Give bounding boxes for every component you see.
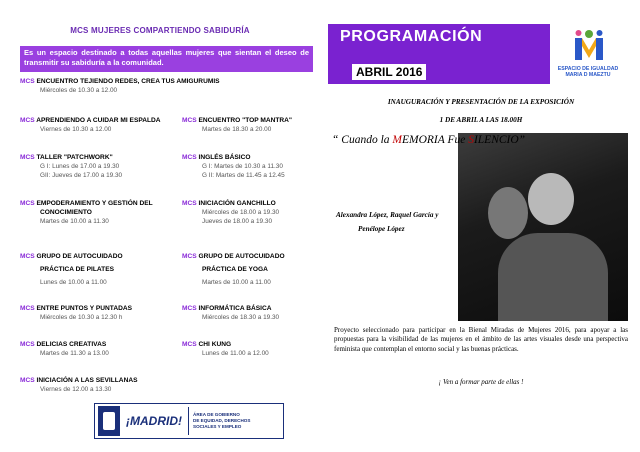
activity-delicias: MCS DELICIAS CREATIVAS Martes de 11.30 a 13.00: [20, 341, 109, 357]
madrid-area-text: ÁREA DE GOBIERNO DE EQUIDAD, DERECHOS SOCIALES Y EMPLEO: [193, 412, 251, 429]
logo-divider: [188, 407, 189, 435]
espacio-igualdad-logo: [550, 24, 626, 86]
section-intro-banner: Es un espacio destinado a todas aquellas mujeres que sientan el deseo de transmitir su sabiduría a la comunidad.: [20, 46, 313, 72]
activity-pilates: MCS GRUPO DE AUTOCUIDADO PRÁCTICA DE PILATES Lunes de 10.00 a 11.00: [20, 253, 123, 286]
project-description: Proyecto seleccionado para participar en la Bienal Miradas de Mujeres 2016, para apoyar a las propuestas para la visibilidad de las mujeres en el ámbito de las artes visuales desde una perspectiva feminista que contemplan el entorno social y las buenas prácticas.: [334, 326, 628, 353]
activity-sevillanas: MCS INICIACIÓN A LAS SEVILLANAS Viernes de 12.00 a 13.30: [20, 377, 138, 393]
program-month: ABRIL 2016: [352, 64, 426, 80]
activity-yoga: MCS GRUPO DE AUTOCUIDADO PRÁCTICA DE YOGA Martes de 10.00 a 11.00: [182, 253, 285, 286]
right-panel: [322, 0, 640, 452]
logo-text: ESPACIO DE IGUALDAD MARIA D MAEZTU: [557, 66, 619, 78]
activity-ingles: MCS INGLÉS BÁSICO G I: Martes de 10.30 a 11.30 G II: Martes de 11.45 a 12.45: [182, 154, 285, 179]
program-title: PROGRAMACIÓN: [340, 28, 483, 45]
activity-top-mantra: MCS ENCUENTRO "TOP MANTRA" Martes de 18.30 a 20.00: [182, 117, 293, 133]
inauguration-date: 1 DE ABRIL A LAS 18.00H: [439, 116, 523, 124]
activity-amigurumis: MCS ENCUENTRO TEJIENDO REDES, CREA TUS AMIGURUMIS Miércoles de 10.30 a 12.00: [20, 78, 220, 94]
madrid-crest-icon: [98, 406, 120, 436]
call-to-action: ¡ Ven a formar parte de ellas !: [438, 378, 524, 386]
exhibition-authors: Alexandra López, Raquel García y Penélope López: [336, 211, 439, 233]
exhibition-title: “ Cuando la MEMORIA Fue SILENCIO”: [332, 134, 526, 146]
activity-informatica: MCS INFORMÁTICA BÁSICA Miércoles de 18.30 a 19.30: [182, 305, 280, 321]
activity-empoderamiento: MCS EMPODERAMIENTO Y GESTIÓN DEL CONOCIMIENTO Martes de 10.00 a 11.30: [20, 200, 153, 225]
inauguration-heading: INAUGURACIÓN Y PRESENTACIÓN DE LA EXPOSICIÓN: [387, 98, 575, 106]
activity-patchwork: MCS TALLER "PATCHWORK" G I: Lunes de 17.00 a 19.30 GII: Jueves de 17.00 a 19.30: [20, 154, 123, 179]
activity-puntadas: MCS ENTRE PUNTOS Y PUNTADAS Miércoles de 10.30 a 12.30 h: [20, 305, 133, 321]
madrid-logo: [94, 403, 284, 439]
activity-chi-kung: MCS CHI KUNG Lunes de 11.00 a 12.00: [182, 341, 269, 357]
activity-ganchillo: MCS INICIACIÓN GANCHILLO Miércoles de 18.00 a 19.30 Jueves de 18.00 a 19.30: [182, 200, 280, 225]
exhibition-photo: [458, 133, 628, 321]
igualdad-logo-icon: [572, 28, 606, 62]
section-title: MCS MUJERES COMPARTIENDO SABIDURÍA: [70, 26, 250, 35]
activity-espalda: MCS APRENDIENDO A CUIDAR MI ESPALDA Viernes de 10.30 a 12.00: [20, 117, 161, 133]
madrid-name: ¡MADRID!: [126, 414, 182, 428]
